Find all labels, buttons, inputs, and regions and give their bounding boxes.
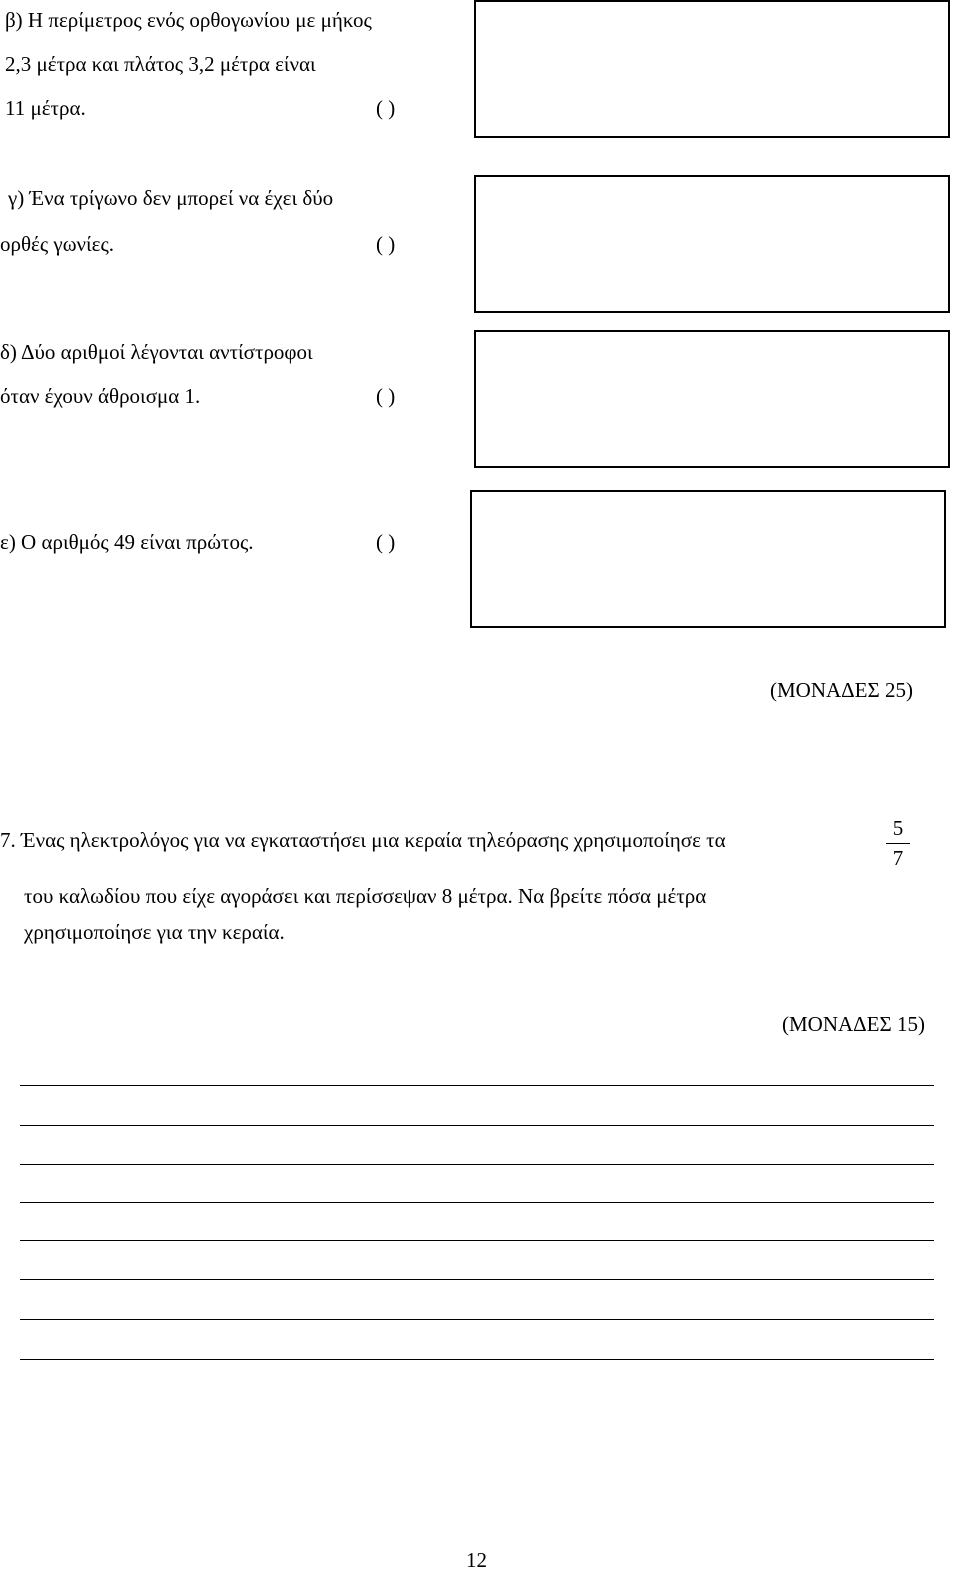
fraction-bar — [886, 843, 910, 844]
item-b-line-2: 2,3 μέτρα και πλάτος 3,2 μέτρα είναι — [5, 52, 316, 76]
answer-line[interactable] — [20, 1359, 934, 1360]
item-d-line-2: όταν έχουν άθροισμα 1. — [0, 384, 201, 408]
answer-box-g[interactable] — [474, 175, 950, 313]
page-number: 12 — [466, 1548, 487, 1572]
item-g-line-2: ορθές γωνίες. — [0, 232, 115, 256]
problem-7-fraction — [884, 818, 912, 869]
fraction-denominator: 7 — [892, 846, 904, 870]
problem-7-points: (ΜΟΝΑΔΕΣ 15) — [782, 1012, 925, 1036]
problem-7-line-1: 7. Ένας ηλεκτρολόγος για να εγκαταστήσει μια κεραία τηλεόρασης χρησιμοποίησε τα — [0, 828, 726, 852]
answer-line[interactable] — [20, 1240, 934, 1241]
fraction-numerator: 5 — [892, 816, 904, 840]
answer-line[interactable] — [20, 1085, 934, 1086]
answer-line[interactable] — [20, 1164, 934, 1165]
item-d-line-1: δ) Δύο αριθμοί λέγονται αντίστροφοι — [0, 340, 313, 364]
item-g-line-1: γ) Ένα τρίγωνο δεν μπορεί να έχει δύο — [8, 186, 334, 210]
answer-box-e[interactable] — [470, 490, 946, 628]
item-b-line-1: β) Η περίμετρος ενός ορθογωνίου με μήκος — [5, 8, 372, 32]
item-e-mark: ( ) — [376, 530, 396, 554]
item-d-mark: ( ) — [376, 384, 396, 408]
problem-7-line-3: χρησιμοποίησε για την κεραία. — [24, 920, 285, 944]
item-b-mark: ( ) — [376, 96, 396, 120]
answer-line[interactable] — [20, 1279, 934, 1280]
item-g-mark: ( ) — [376, 232, 396, 256]
answer-line[interactable] — [20, 1125, 934, 1126]
answer-line[interactable] — [20, 1319, 934, 1320]
item-b-line-3: 11 μέτρα. — [5, 96, 86, 120]
problem-7-line-2: του καλωδίου που είχε αγοράσει και περίσσεψαν 8 μέτρα. Να βρείτε πόσα μέτρα — [24, 884, 707, 908]
answer-line[interactable] — [20, 1202, 934, 1203]
answer-box-d[interactable] — [474, 330, 950, 468]
section-6-points: (ΜΟΝΑΔΕΣ 25) — [770, 678, 913, 702]
item-e-line-1: ε) Ο αριθμός 49 είναι πρώτος. — [0, 530, 254, 554]
answer-box-b[interactable] — [474, 0, 950, 138]
